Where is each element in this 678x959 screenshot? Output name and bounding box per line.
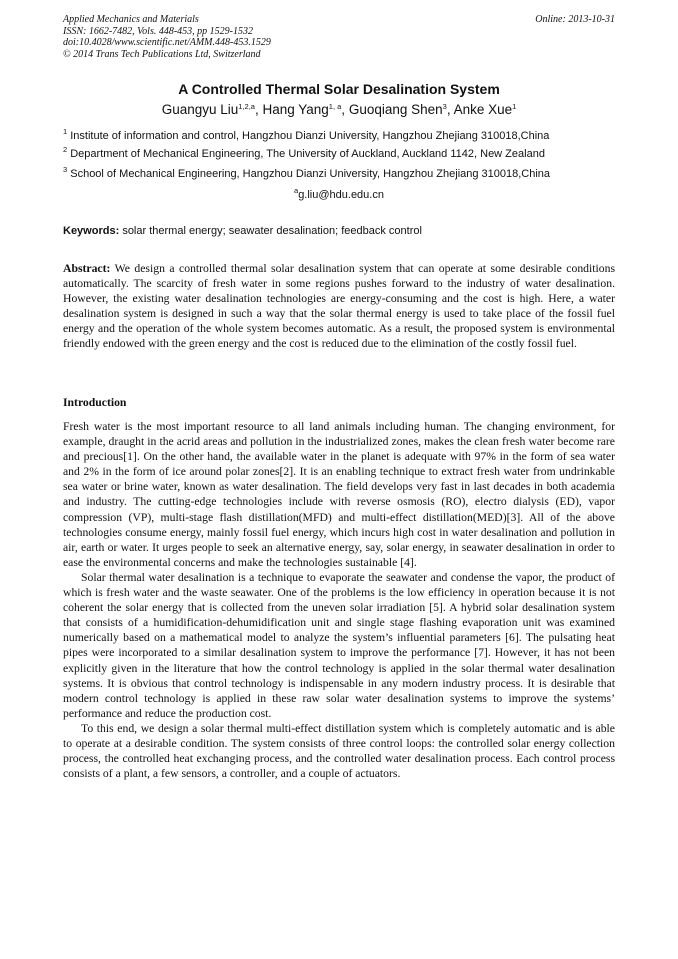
affiliation-2: $^2$ Department of Mechanical Engineering, The University of Auckland, Auckland 1142, New Zealand (63, 145, 545, 160)
journal-header (63, 14, 615, 60)
affiliation-1: $^1$ Institute of information and control, Hangzhou Dianzi University, Hangzhou Zhejiang 310018,China (63, 127, 550, 142)
online-date: Online: 2013-10-31 (535, 14, 615, 25)
paragraph: To this end, we design a solar thermal multi-effect distillation system which is completely automatic and is able to operate at a desirable condition. The system consists of three control loops: the controlled solar energy collection process, the controlled heat exchanging process, and the controlled water desalination process. Each control process consists of a plant, a few sensors, a controller, and a couple of actuators. (63, 721, 615, 781)
author-sup: 3 (442, 102, 447, 111)
author-name: Anke Xue (453, 102, 513, 117)
affiliation-3: $^3$ School of Mechanical Engineering, Hangzhou Dianzi University, Hangzhou Zhejiang 310018,China (63, 165, 551, 180)
author-sup: 1 (512, 102, 517, 111)
copyright-line: © 2014 Trans Tech Publications Ltd, Switzerland (63, 48, 261, 60)
keywords-label: Keywords: (63, 225, 120, 237)
author-sup: 1,2,a (238, 102, 255, 111)
abstract-label: Abstract: (63, 262, 111, 275)
abstract-text: We design a controlled thermal solar desalination system that can operate at some desirable conditions automatically. The scarcity of fresh water in some regions pushes forward to the industry of water desalination. However, the existing water desalination technologies are energy-consuming and the cost is high. Here, a water desalination system is designed in such a way that the solar thermal energy is used to take place of the fossil fuel energy and the operation of the whole system becomes automatic. As a result, the proposed system is environmental friendly endowed with the green energy and the cost is reduced due to the elimination of the costly fossil fuel. (63, 262, 616, 351)
corresponding-email: $^a$g.liu@hdu.edu.cn (294, 186, 384, 201)
paragraph: Solar thermal water desalination is a technique to evaporate the seawater and condense the vapor, the product of which is fresh water and the waste seawater. One of the problems is the low efficiency in operation because it is not coherent the solar energy that is collected from the uneven solar irradiation [5]. A hybrid solar desalination system that consists of a humidification-dehumidification unit and single stage flashing evaporation unit was examined numerically based on a mathematical model to analyze the system’s influential parameters [6]. The pulsating heat pipes were incorporated to a similar desalination system to improve the performance [7]. However, it has not been explicitly given in the literature that how the control technology is applied in the solar thermal water desalination systems. It is obvious that control technology is indispensable in any modern industry process. It is desirable that modern control technology is applied in these raw solar water desalination systems to improve the systems’ performance and reduce the production cost. (63, 570, 615, 720)
author-list: Guangyu Liu$^{1,2,a}$, Hang Yang$^{1, a}$, Guoqiang Shen$^3$, Anke Xue$^1$ (161, 102, 517, 117)
abstract (63, 261, 615, 352)
author-sup: 1, a (328, 102, 342, 111)
keywords-text: solar thermal energy; seawater desalination; feedback control (122, 225, 422, 237)
issn-line: ISSN: 1662-7482, Vols. 448-453, pp 1529-1532 (63, 25, 253, 37)
author-name: Guangyu Liu (161, 102, 239, 117)
journal-name: Applied Mechanics and Materials (63, 14, 199, 25)
doi-line: doi:10.4028/www.scientific.net/AMM.448-453.1529 (63, 37, 271, 48)
section-heading-introduction: Introduction (63, 396, 127, 409)
keywords (63, 225, 618, 237)
author-name: Hang Yang (262, 102, 329, 117)
introduction-body (63, 419, 615, 781)
paper-title: A Controlled Thermal Solar Desalination System (178, 81, 500, 97)
paragraph: Fresh water is the most important resource to all land animals including human. The changing environment, for example, draught in the acrid areas and pollution in the industrialized zones, makes the clean fresh water become rare and precious[1]. On the other hand, the available water in the planet is adequate with 97% in the form of sea water and 2% in the form of ice around polar zones[2]. It is an enabling technique to extract fresh water from undrinkable sea water or brine water, known as water desalination. The field develops very fast in last decades in both academia and industry. The cutting-edge technologies include with reverse osmosis (RO), electro dialysis (ED), vapor compression (VP), multi-stage flash distillation(MFD) and multi-effect distillation(MED)[3]. All of the above technologies consume energy, mainly fossil fuel energy, which incurs high cost in water desalination and pollution in air, earth or water. It urges people to seek an alternative energy, say, solar energy, in seawater desalination in order to ease the environmental concerns and make the technologies sustainable [4]. (63, 420, 615, 569)
author-name: Guoqiang Shen (348, 102, 443, 117)
